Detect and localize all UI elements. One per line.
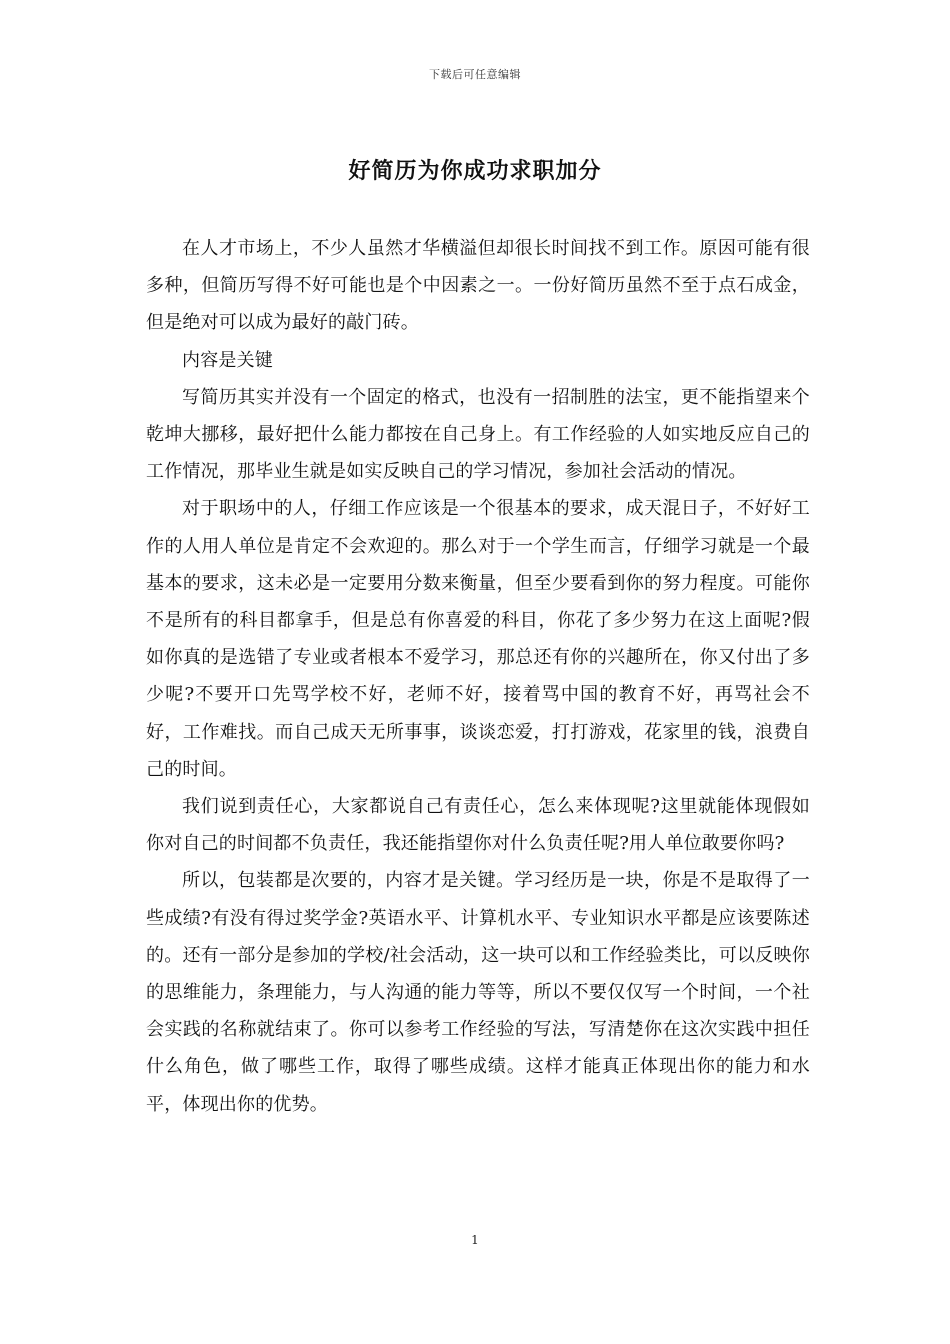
paragraph-content-key: 所以，包装都是次要的，内容才是关键。学习经历是一块，你是不是取得了一些成绩?有没有得过奖学金?英语水平、计算机水平、专业知识水平都是应该要陈述的。还有一部分是参加的学校/社会活动，这一块可以和工作经验类比，可以反映你的思维能力，条理能力，与人沟通的能力等等，所以不要仅仅写一个时间，一个社会实践的名称就结束了。你可以参考工作经验的写法，写清楚你在这次实践中担任什么角色，做了哪些工作，取得了哪些成绩。这样才能真正体现出你的能力和水平，体现出你的优势。 — [146, 870, 810, 1115]
paragraph-intro: 在人才市场上，不少人虽然才华横溢但却很长时间找不到工作。原因可能有很多种，但简历写得不好可能也是个中因素之一。一份好简历虽然不至于点石成金，但是绝对可以成为最好的敲门砖。 — [146, 238, 810, 334]
paragraph-diligence: 对于职场中的人，仔细工作应该是一个很基本的要求，成天混日子，不好好工作的人用人单位是肯定不会欢迎的。那么对于一个学生而言，仔细学习就是一个最基本的要求，这未必是一定要用分数来衡量，但至少要看到你的努力程度。可能你不是所有的科目都拿手，但是总有你喜爱的科目，你花了多少努力在这上面呢?假如你真的是选错了专业或者根本不爱学习，那总还有你的兴趣所在，你又付出了多少呢?不要开口先骂学校不好，老师不好，接着骂中国的教育不好，再骂社会不好，工作难找。而自己成天无所事事，谈谈恋爱，打打游戏，花家里的钱，浪费自己的时间。 — [146, 498, 810, 780]
page-number: 1 — [471, 1233, 479, 1247]
document-body — [146, 230, 810, 1123]
page-header: 下载后可任意编辑 — [429, 68, 521, 81]
paragraph-format: 写简历其实并没有一个固定的格式，也没有一招制胜的法宝，更不能指望来个乾坤大挪移，最好把什么能力都按在自己身上。有工作经验的人如实地反应自己的工作情况，那毕业生就是如实反映自己的学习情况，参加社会活动的情况。 — [146, 386, 810, 483]
section-heading: 内容是关键 — [182, 349, 273, 371]
paragraph-responsibility: 我们说到责任心，大家都说自己有责任心，怎么来体现呢?这里就能体现假如你对自己的时间都不负责任，我还能指望你对什么负责任呢?用人单位敢要你吗? — [146, 796, 810, 855]
document-title: 好简历为你成功求职加分 — [348, 158, 602, 184]
